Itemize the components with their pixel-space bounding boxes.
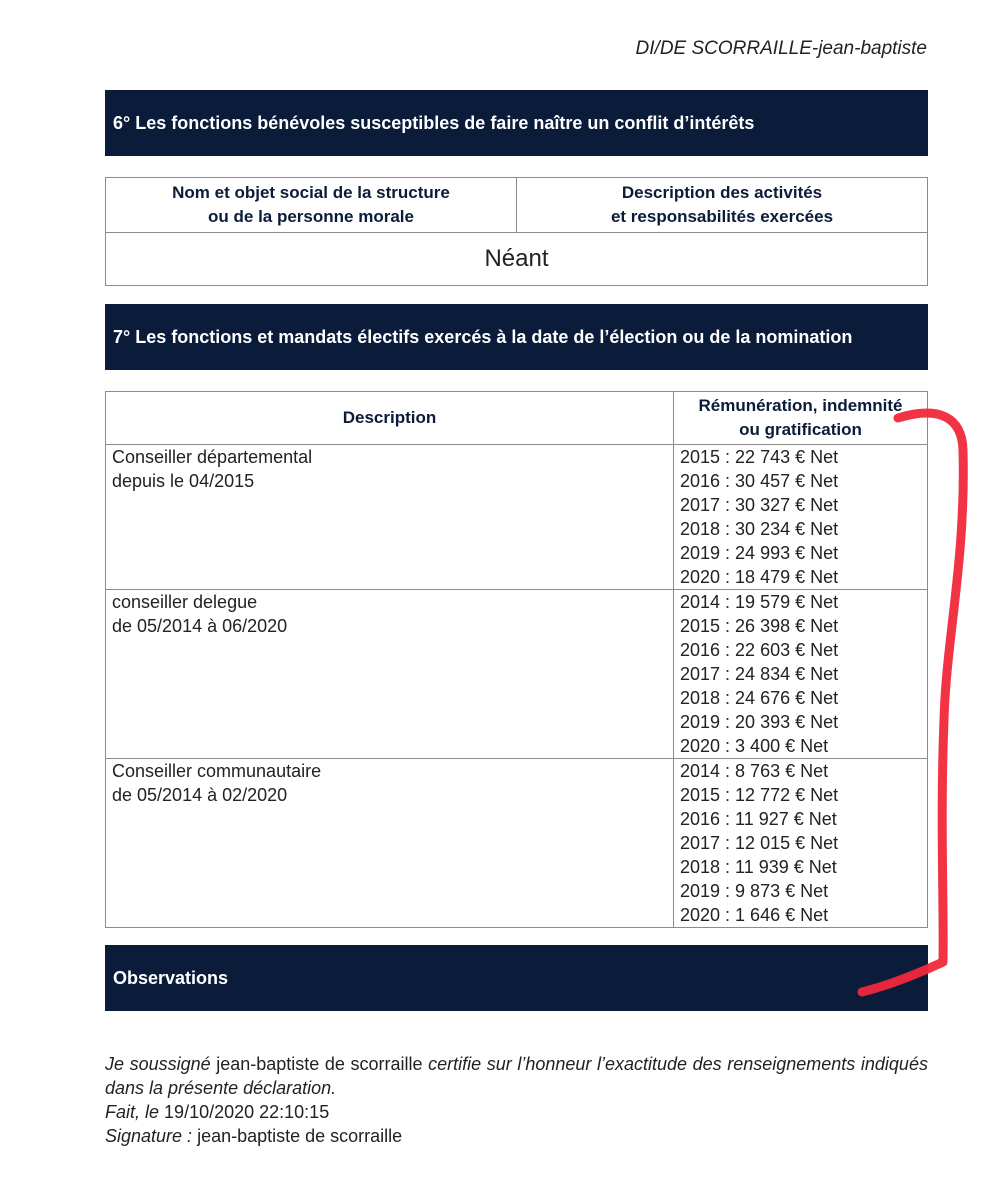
certification-date-line: Fait, le 19/10/2020 22:10:15	[105, 1102, 330, 1122]
table-row	[106, 590, 928, 759]
amount-line: 2018 : 30 234 € Net	[680, 519, 839, 539]
observations-title: Observations	[113, 967, 229, 988]
table-row	[106, 233, 928, 286]
declaration-id: DI/DE SCORRAILLE-jean-baptiste	[635, 38, 927, 59]
section-7-banner	[105, 304, 928, 370]
amount-line: 2015 : 22 743 € Net	[680, 447, 839, 467]
mandate-amounts	[674, 445, 928, 590]
amount-line: 2020 : 1 646 € Net	[680, 905, 829, 925]
column-header-structure: Nom et objet social de la structure ou de la personne morale	[106, 178, 517, 233]
neant-value: Néant	[106, 233, 928, 286]
amount-line: 2014 : 19 579 € Net	[680, 592, 839, 612]
declarant-name: jean-baptiste de scorraille	[216, 1054, 423, 1074]
amount-line: 2018 : 24 676 € Net	[680, 688, 839, 708]
certification-statement: Je soussigné jean-baptiste de scorraille certifie sur l’honneur l’exactitude des renseignements indiqués dans la présente déclaration.	[105, 1054, 928, 1098]
observations-banner	[105, 945, 928, 1011]
table-row	[106, 759, 928, 928]
amount-line: 2019 : 20 393 € Net	[680, 712, 839, 732]
section-6-title: 6° Les fonctions bénévoles susceptibles de faire naître un conflit d’intérêts	[113, 112, 755, 133]
table-row	[106, 445, 928, 590]
section-6-banner	[105, 90, 928, 156]
table-header-row	[106, 392, 928, 445]
amount-line: 2017 : 24 834 € Net	[680, 664, 839, 684]
amount-line: 2016 : 11 927 € Net	[680, 809, 837, 829]
table-header-row	[106, 178, 928, 233]
amount-line: 2019 : 9 873 € Net	[680, 881, 829, 901]
amount-line: 2017 : 12 015 € Net	[680, 833, 839, 853]
electoral-mandates-table	[105, 391, 928, 928]
mandate-description: Conseiller départemental depuis le 04/2015	[106, 445, 674, 590]
volunteer-functions-table	[105, 177, 928, 286]
amount-line: 2017 : 30 327 € Net	[680, 495, 839, 515]
amount-line: 2018 : 11 939 € Net	[680, 857, 837, 877]
certification-date: 19/10/2020 22:10:15	[164, 1102, 330, 1122]
signature-line: Signature : jean-baptiste de scorraille	[105, 1126, 403, 1146]
amount-line: 2020 : 3 400 € Net	[680, 736, 829, 756]
column-header-description: Description	[106, 392, 674, 445]
mandate-description: conseiller delegue de 05/2014 à 06/2020	[106, 590, 674, 759]
signature-value: jean-baptiste de scorraille	[197, 1126, 403, 1146]
amount-line: 2014 : 8 763 € Net	[680, 761, 829, 781]
column-header-remuneration: Rémunération, indemnité ou gratification	[674, 392, 928, 445]
amount-line: 2019 : 24 993 € Net	[680, 543, 839, 563]
amount-line: 2016 : 30 457 € Net	[680, 471, 839, 491]
mandate-amounts	[674, 590, 928, 759]
amount-line: 2020 : 18 479 € Net	[680, 567, 839, 587]
mandate-description: Conseiller communautaire de 05/2014 à 02/2020	[106, 759, 674, 928]
section-7-title: 7° Les fonctions et mandats électifs exercés à la date de l’élection ou de la nomination	[113, 326, 853, 347]
amount-line: 2015 : 26 398 € Net	[680, 616, 839, 636]
mandate-amounts	[674, 759, 928, 928]
certification-block	[105, 1052, 928, 1148]
column-header-activities: Description des activités et responsabilités exercées	[517, 178, 928, 233]
amount-line: 2016 : 22 603 € Net	[680, 640, 839, 660]
amount-line: 2015 : 12 772 € Net	[680, 785, 839, 805]
